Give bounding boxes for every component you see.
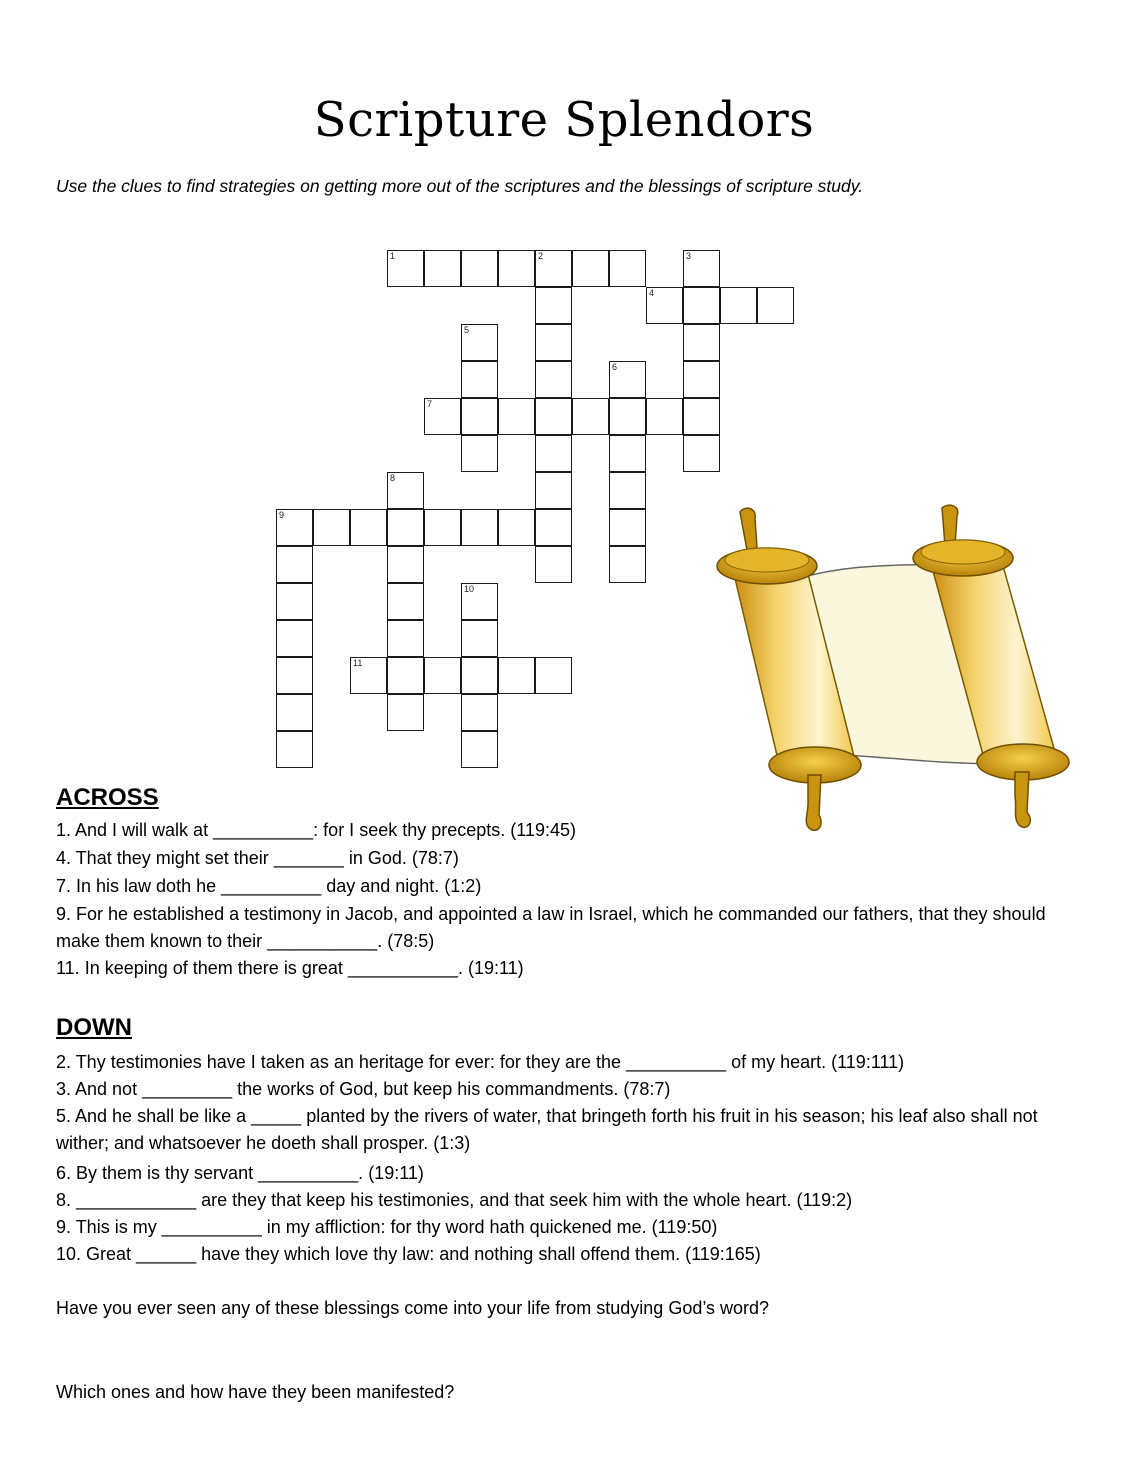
clue-number: 7 (427, 399, 433, 409)
crossword-cell[interactable] (535, 250, 572, 287)
crossword-cell[interactable] (461, 731, 498, 768)
crossword-cell[interactable] (350, 509, 387, 546)
crossword-cell[interactable] (683, 250, 720, 287)
crossword-cell[interactable] (609, 509, 646, 546)
crossword-cell[interactable] (387, 657, 424, 694)
crossword-cell[interactable] (498, 657, 535, 694)
crossword-cell[interactable] (461, 657, 498, 694)
crossword-cell[interactable] (609, 472, 646, 509)
crossword-cell[interactable] (461, 694, 498, 731)
across-clue-4: 4. That they might set their _______ in God. (78:7) (56, 848, 459, 868)
crossword-cell[interactable] (387, 250, 424, 287)
crossword-cell[interactable] (461, 620, 498, 657)
crossword-cell[interactable] (387, 472, 424, 509)
clue-number: 3 (686, 251, 692, 261)
crossword-cell[interactable] (646, 287, 683, 324)
crossword-cell[interactable] (683, 398, 720, 435)
crossword-cell[interactable] (387, 509, 424, 546)
crossword-cell[interactable] (535, 361, 572, 398)
clue-number: 1 (390, 251, 396, 261)
crossword-cell[interactable] (609, 398, 646, 435)
crossword-cell[interactable] (572, 398, 609, 435)
clue-number: 11 (353, 658, 363, 668)
crossword-cell[interactable] (461, 398, 498, 435)
down-clue-10: 10. Great ______ have they which love thy law: and nothing shall offend them. (119:165) (56, 1244, 761, 1264)
crossword-cell[interactable] (461, 509, 498, 546)
crossword-cell[interactable] (498, 250, 535, 287)
clue-number: 8 (390, 473, 396, 483)
down-clue-2: 2. Thy testimonies have I taken as an heritage for ever: for they are the __________ of my heart. (119:111) (56, 1052, 905, 1072)
crossword-cell[interactable] (683, 361, 720, 398)
down-clue-9: 9. This is my __________ in my affliction: for thy word hath quickened me. (119:50) (56, 1217, 718, 1237)
clue-number: 10 (464, 584, 475, 594)
reflection-question-1: Have you ever seen any of these blessings come into your life from studying God’s word? (56, 1298, 770, 1318)
crossword-cell[interactable] (609, 250, 646, 287)
crossword-cell[interactable] (683, 287, 720, 324)
crossword-cell[interactable] (498, 509, 535, 546)
down-clue-3: 3. And not _________ the works of God, but keep his commandments. (78:7) (56, 1079, 671, 1099)
crossword-cell[interactable] (387, 583, 424, 620)
across-heading: ACROSS (56, 784, 159, 811)
crossword-cell[interactable] (609, 361, 646, 398)
reflection-question-2: Which ones and how have they been manifested? (56, 1382, 455, 1402)
crossword-cell[interactable] (424, 398, 461, 435)
down-clue-6: 6. By them is thy servant __________. (19:11) (56, 1163, 424, 1183)
crossword-cell[interactable] (387, 694, 424, 731)
crossword-cell[interactable] (424, 250, 461, 287)
crossword-cell[interactable] (276, 620, 313, 657)
crossword-cell[interactable] (535, 435, 572, 472)
crossword-cell[interactable] (461, 324, 498, 361)
down-clue-5: 5. And he shall be like a _____ planted by the rivers of water, that bringeth forth his fruit in his season; his leaf also shall not wither; and whatsoever he doeth shall prosper. (1:3) (56, 1106, 1038, 1153)
crossword-cell[interactable] (646, 398, 683, 435)
across-clue-9: 9. For he established a testimony in Jacob, and appointed a law in Israel, which he commanded our fathers, that they should make them known to their ___________. (78:5) (56, 904, 1046, 951)
instructions: Use the clues to find strategies on getting more out of the scriptures and the blessings of scripture study. (56, 176, 864, 196)
crossword-cell[interactable] (572, 250, 609, 287)
down-clue-8: 8. ____________ are they that keep his testimonies, and that seek him with the whole heart. (119:2) (56, 1190, 853, 1210)
crossword-cell[interactable] (535, 509, 572, 546)
crossword-cell[interactable] (461, 361, 498, 398)
crossword-cell[interactable] (276, 694, 313, 731)
crossword-cell[interactable] (276, 546, 313, 583)
crossword-cell[interactable] (276, 657, 313, 694)
crossword-cell[interactable] (350, 657, 387, 694)
clue-number: 9 (279, 510, 285, 520)
crossword-cell[interactable] (461, 583, 498, 620)
crossword-cell[interactable] (461, 250, 498, 287)
crossword-cell[interactable] (609, 546, 646, 583)
crossword-cell[interactable] (498, 398, 535, 435)
clue-number: 5 (464, 325, 470, 335)
crossword-cell[interactable] (535, 546, 572, 583)
page-title: Scripture Splendors (313, 92, 815, 148)
crossword-cell[interactable] (313, 509, 350, 546)
clue-number: 6 (612, 362, 618, 372)
crossword-cell[interactable] (424, 509, 461, 546)
crossword-cell[interactable] (535, 472, 572, 509)
torah-scroll-image (705, 500, 1085, 840)
crossword-cell[interactable] (535, 287, 572, 324)
crossword-cell[interactable] (461, 435, 498, 472)
crossword-cell[interactable] (276, 731, 313, 768)
crossword-cell[interactable] (387, 620, 424, 657)
crossword-cell[interactable] (683, 435, 720, 472)
crossword-cell[interactable] (609, 435, 646, 472)
crossword-cell[interactable] (720, 287, 757, 324)
clue-number: 2 (538, 251, 544, 261)
clue-number: 4 (649, 288, 655, 298)
crossword-cell[interactable] (424, 657, 461, 694)
crossword-cell[interactable] (757, 287, 794, 324)
crossword-cell[interactable] (276, 583, 313, 620)
across-clue-11: 11. In keeping of them there is great ___________. (19:11) (56, 958, 524, 978)
crossword-cell[interactable] (535, 398, 572, 435)
crossword-cell[interactable] (535, 657, 572, 694)
across-clue-1: 1. And I will walk at __________: for I seek thy precepts. (119:45) (56, 820, 576, 840)
crossword-cell[interactable] (387, 546, 424, 583)
crossword-cell[interactable] (535, 324, 572, 361)
crossword-cell[interactable] (683, 324, 720, 361)
down-heading: DOWN (56, 1014, 132, 1041)
across-clue-7: 7. In his law doth he __________ day and night. (1:2) (56, 876, 482, 896)
crossword-cell[interactable] (276, 509, 313, 546)
